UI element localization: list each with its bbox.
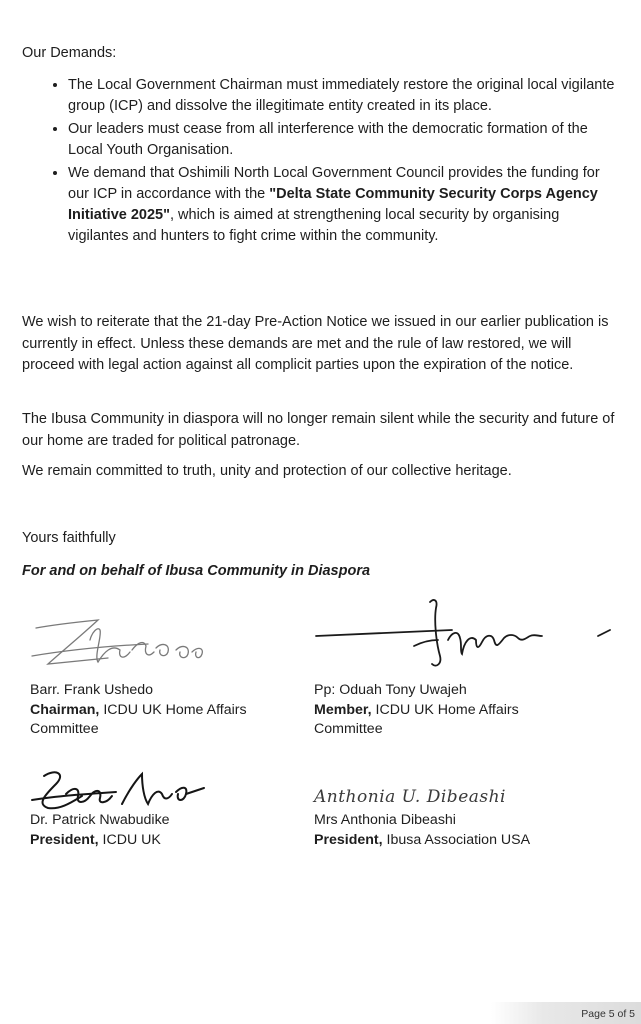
signatory-block bbox=[30, 681, 247, 740]
initiative-name: "Delta State Community Security Corps Agency Initiative 2025" bbox=[68, 186, 598, 223]
signatory-org: ICDU UK Home Affairs bbox=[99, 701, 247, 718]
signatory-role: Chairman, bbox=[30, 701, 100, 718]
signatory-role: President, bbox=[314, 831, 383, 848]
demand-text: , which is aimed at strengthening local security by organising vigilantes and hunters to fight crime within the community. bbox=[68, 207, 560, 244]
signatory-name: Mrs Anthonia Dibeashi bbox=[314, 812, 456, 828]
closing-salutation: Yours faithfully bbox=[22, 530, 116, 546]
pre-action-paragraph: We wish to reiterate that the 21-day Pre-Action Notice we issued in our earlier publication is currently in effect. Unless these demands are met and the rule of law restored, we will proceed with legal action against all complicit parties upon the expiration of the notice. bbox=[22, 314, 609, 373]
signatory-org: ICDU UK Home Affairs bbox=[371, 701, 519, 718]
on-behalf-line: For and on behalf of Ibusa Community in Diaspora bbox=[22, 563, 371, 579]
signatory-org-cont: Committee bbox=[30, 721, 99, 737]
signature-handwriting: Anthonia U. Dibeashi bbox=[314, 787, 506, 807]
signatory-org-cont: Committee bbox=[314, 721, 383, 737]
signatory-name: Barr. Frank Ushedo bbox=[30, 682, 154, 698]
demand-item bbox=[68, 162, 622, 247]
demand-text: We demand that Oshimili North Local Government Council provides the funding for our ICP in accordance with the bbox=[68, 165, 600, 202]
signatory-org: Ibusa Association USA bbox=[382, 831, 531, 848]
signatory-block bbox=[314, 811, 530, 850]
signatory-org: ICDU UK bbox=[98, 831, 161, 848]
signatory-name: Pp: Oduah Tony Uwajeh bbox=[314, 682, 467, 698]
signatory-role: Member, bbox=[314, 701, 372, 718]
signatory-block bbox=[30, 811, 170, 850]
signature-ushedo bbox=[28, 606, 228, 676]
page-number: Page 5 of 5 bbox=[581, 1008, 635, 1020]
signature-uwajeh bbox=[312, 596, 632, 672]
signature-dibeashi bbox=[312, 778, 552, 810]
demands-heading: Our Demands: bbox=[22, 45, 117, 61]
page-footer bbox=[491, 1002, 641, 1024]
demand-item: • The Local Government Chairman must immediately restore the original local vigilante group (ICP) and dissolve the illegitimate entity created in its place. bbox=[68, 74, 622, 117]
demand-item: • Our leaders must cease from all interference with the democratic formation of the Local Youth Organisation. bbox=[68, 118, 622, 161]
signatory-block bbox=[314, 681, 519, 740]
signatory-name: Dr. Patrick Nwabudike bbox=[30, 812, 170, 828]
demands-list bbox=[22, 74, 622, 248]
diaspora-paragraph: The Ibusa Community in diaspora will no longer remain silent while the security and future of our home are traded for political patronage. bbox=[22, 411, 615, 449]
signatory-role: President, bbox=[30, 831, 99, 848]
commitment-paragraph: We remain committed to truth, unity and protection of our collective heritage. bbox=[22, 463, 512, 479]
